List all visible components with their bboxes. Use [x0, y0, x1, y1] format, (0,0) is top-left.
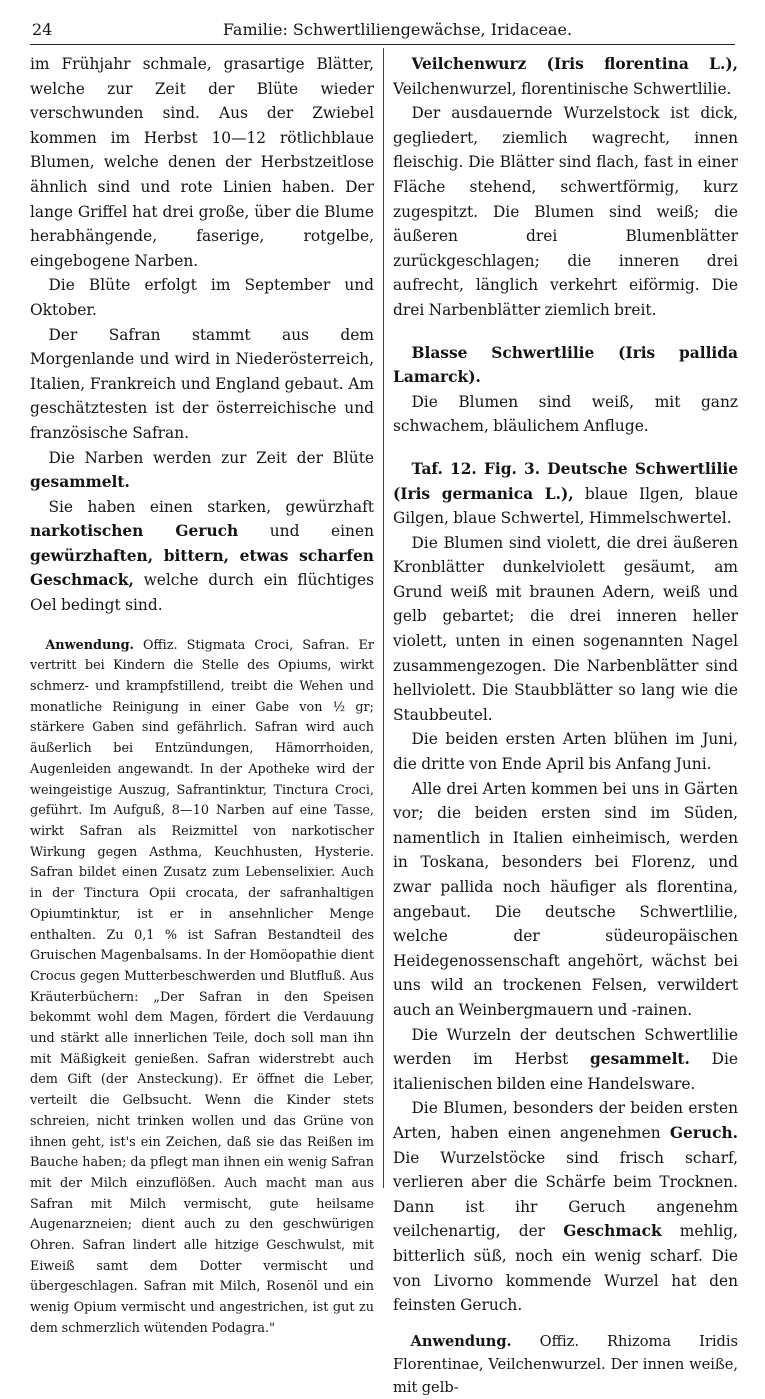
application-label: Anwendung. — [45, 637, 135, 653]
paragraph-origin: Der Safran stammt aus dem Morgenlande und wird in Niederösterreich, Italien, Frankreich und England gebaut. Am geschätztesten ist der österreichische und französische Safran. — [30, 325, 374, 442]
heading-iris-florentina: Veilchenwurz (Iris florentina L.), Veilchenwurzel, florentinische Schwertlilie. — [393, 55, 738, 98]
paragraph-germanica-bloom: Die beiden ersten Arten blühen im Juni, die dritte von Ende April bis Anfang Juni. — [393, 730, 738, 774]
emphasis-gesammelt: gesammelt. — [30, 473, 130, 492]
paragraph-germanica-collection: Die Wurzeln der deutschen Schwertlilie werden im Herbst gesammelt. Die italienischen bilden eine Handelsware. — [393, 1025, 739, 1093]
paragraph-application: Anwendung. Offiz. Stigmata Croci, Safran. Er vertritt bei Kindern die Stelle des Opiums, wirkt schmerz- und krampfstillend, treibt die Wehen und monatliche Reinigung in einer Gabe von ½ gr; stärkere Gaben sind gefährlich. Safran wird auch äußerlich bei Entzündungen, Hämorrhoiden, Augenleiden angewandt. In der Apotheke wird der weingeistige Auszug, Safrantinktur, Tinctura Croci, geführt. Im Aufguß, 8—10 Narben auf eine Tasse, wirkt Safran als Reizmittel von narkotischer Wirkung gegen Asthma, Keuchhusten, Hysterie. Safran bildet einen Zusatz zum Lebenselixier. Auch in der Tinctura Opii crocata, der safranhaltigen Opiumtinktur, ist er in ansehnlicher Menge enthalten. Zu 0,1 % ist Safran Bestandteil des Gruischen Magenbalsams. In der Homöopathie dient Crocus gegen Mutterbeschwerden und Blutfluß. Aus Kräuterbüchern: „Der Safran in den Speisen bekommt wohl dem Magen, fördert die Verdauung und stärkt alle innerlichen Teile, doch soll man ihn mit Mäßigkeit genießen. Safran widerstrebt auch dem Gift (der Ansteckung). Er öffnet die Leber, verteilt die Gelbsucht. Wenn die Kinder stets schreien, nicht trinken wollen und das Grüne von ihnen geht, ist's ein Zeichen, daß sie das Reißen im Bauche haben; da pflegt man ihnen ein wenig Safran mit der Milch einzuflößen. Auch macht man aus Safran mit Milch vermischt, gute heilsame Augenarzneien; dient auch zu den geschwürigen Ohren. Safran lindert alle hitzige Geschwulst, mit Eiweiß samt dem Dotter vermischt und übergeschlagen. Safran mit Milch, Rosenöl und ein wenig Opium vermischt und angestrichen, ist gut zu dem schmerzlich wütenden Podagra." — [30, 637, 374, 1336]
page-number: 24 — [32, 20, 53, 39]
paragraph-application-iris: Anwendung. Offiz. Rhizoma Iridis Florentinae, Veilchenwurzel. Der innen weiße, mit gelb- — [393, 1332, 738, 1396]
running-title: Familie: Schwertliliengewächse, Iridaceae. — [222, 20, 573, 39]
page-header — [30, 18, 735, 42]
heading-iris-germanica: Taf. 12. Fig. 3. Deutsche Schwertlilie (Iris germanica L.), blaue Ilgen, blaue Gilgen, blaue Schwertel, Himmelschwertel. — [393, 459, 738, 528]
paragraph-germanica-smell: Die Blumen, besonders der beiden ersten Arten, haben einen angenehmen Geruch. Die Wurzelstöcke sind frisch scharf, verlieren aber die Schärfe beim Trocknen. Dann ist ihr Geruch angenehm veilchenartig, der Geschmack mehlig, bitterlich süß, noch ein wenig scharf. Die von Livorno kommende Wurzel hat den feinsten Geruch. — [393, 1099, 738, 1315]
header-rule — [30, 44, 735, 45]
paragraph-description: im Frühjahr schmale, grasartige Blätter, welche zur Zeit der Blüte wieder verschwunden sind. Aus der Zwiebel kommen im Herbst 10—12 rötlichblaue Blumen, welche denen der Herbstzeitlose ähnlich sind und rote Linien haben. Der lange Griffel hat drei große, über die Blume herabhängende, faserige, rotgelbe, eingebogene Narben. — [30, 55, 374, 270]
paragraph-germanica-flowers: Die Blumen sind violett, die drei äußeren Kronblätter dunkelviolett gesäumt, am Grund weiß mit braunen Adern, weiß und gelb gebartet; die drei inneren heller violett, unten in einen sogenannten Nagel zusammengezogen. Die Narbenblätter sind hellviolett. Die Staubblätter so lang wie die Staubbeutel. — [393, 533, 738, 724]
paragraph-pallida: Die Blumen sind weiß, mit ganz schwachem, bläulichem Anfluge. — [393, 392, 738, 436]
emphasis-geruch: narkotischen Geruch — [30, 522, 239, 541]
paragraph-germanica-habitat: Alle drei Arten kommen bei uns in Gärten vor; die beiden ersten sind im Süden, namentlich in Italien einheimisch, werden in Toskana, besonders bei Florenz, und zwar pallida noch häufiger als florentina, angebaut. Die deutsche Schwertlilie, welche der südeuropäischen Heidegenossenschaft angehört, wächst bei uns wild an trockenen Felsen, verwildert auch an Weinbergmauern und -rainen. — [393, 779, 738, 1019]
paragraph-florentina: Der ausdauernde Wurzelstock ist dick, gegliedert, ziemlich wagrecht, innen fleischig. Die Blätter sind flach, fast in einer Fläche stehend, schwertförmig, kurz zugespitzt. Die Blumen sind weiß; die äußeren drei Blumenblätter zurückgeschlagen; die inneren drei aufrecht, länglich verkehrt eiförmig. Die drei Narbenblätter ziemlich breit. — [393, 104, 738, 319]
heading-iris-pallida: Blasse Schwertlilie (Iris pallida Lamarck). — [393, 343, 738, 387]
right-column — [393, 52, 739, 1396]
application-label: Anwendung. — [410, 1332, 512, 1350]
paragraph-bloom-time: Die Blüte erfolgt im September und Oktober. — [30, 276, 374, 319]
left-column — [30, 52, 374, 1336]
paragraph-collection: Die Narben werden zur Zeit der Blüte gesammelt. — [30, 448, 374, 492]
paragraph-smell-taste: Sie haben einen starken, gewürzhaft narkotischen Geruch und einen gewürzhaften, bittern, etwas scharfen Geschmack, welche durch ein flüchtiges Oel bedingt sind. — [30, 497, 374, 615]
emphasis-geschmack: gewürzhaften, bittern, etwas scharfen Geschmack, — [30, 546, 374, 590]
column-divider — [383, 48, 384, 1188]
